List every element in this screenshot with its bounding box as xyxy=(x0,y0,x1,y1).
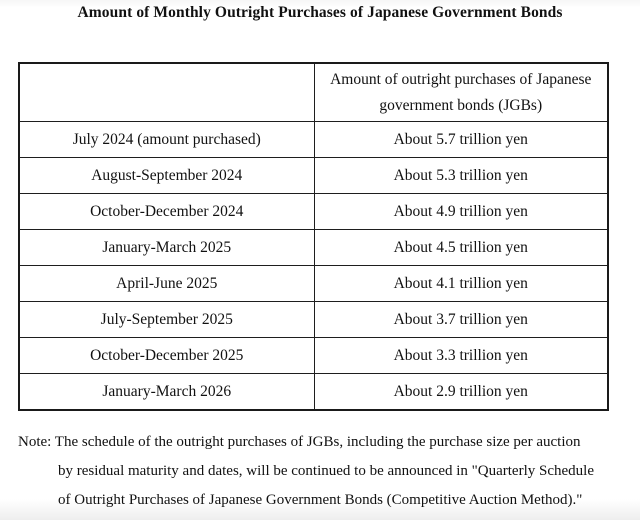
table-row xyxy=(19,338,608,374)
table-header-row xyxy=(19,63,608,122)
header-amount-cell xyxy=(314,63,608,122)
period-cell: January-March 2025 xyxy=(19,230,314,266)
amount-cell: About 5.7 trillion yen xyxy=(314,122,608,158)
period-cell: April-June 2025 xyxy=(19,266,314,302)
amount-cell: About 2.9 trillion yen xyxy=(314,374,608,411)
amount-cell: About 3.3 trillion yen xyxy=(314,338,608,374)
period-cell: October-December 2024 xyxy=(19,194,314,230)
period-cell: July-September 2025 xyxy=(19,302,314,338)
table-row xyxy=(19,122,608,158)
note xyxy=(18,428,630,515)
amount-cell: About 5.3 trillion yen xyxy=(314,158,608,194)
period-cell: August-September 2024 xyxy=(19,158,314,194)
amount-cell: About 4.9 trillion yen xyxy=(314,194,608,230)
period-cell: January-March 2026 xyxy=(19,374,314,411)
period-cell: October-December 2025 xyxy=(19,338,314,374)
table-row xyxy=(19,266,608,302)
amount-cell: About 4.1 trillion yen xyxy=(314,266,608,302)
note-line-3: of Outright Purchases of Japanese Government Bonds (Competitive Auction Method)." xyxy=(58,492,583,508)
period-cell: July 2024 (amount purchased) xyxy=(19,122,314,158)
note-line-2: by residual maturity and dates, will be continued to be announced in "Quarterly Schedule xyxy=(58,463,594,479)
jgb-purchases-table xyxy=(18,62,609,411)
table-row xyxy=(19,302,608,338)
table-row xyxy=(19,374,608,411)
note-line-1: Note: The schedule of the outright purchases of JGBs, including the purchase size per auction xyxy=(18,434,581,450)
table-row xyxy=(19,194,608,230)
table-row xyxy=(19,158,608,194)
header-amount-line2: government bonds (JGBs) xyxy=(379,96,543,114)
header-period-cell xyxy=(19,63,314,122)
page-title: Amount of Monthly Outright Purchases of Japanese Government Bonds xyxy=(77,4,563,21)
table-row xyxy=(19,230,608,266)
amount-cell: About 3.7 trillion yen xyxy=(314,302,608,338)
header-amount-line1: Amount of outright purchases of Japanese xyxy=(330,70,592,88)
amount-cell: About 4.5 trillion yen xyxy=(314,230,608,266)
